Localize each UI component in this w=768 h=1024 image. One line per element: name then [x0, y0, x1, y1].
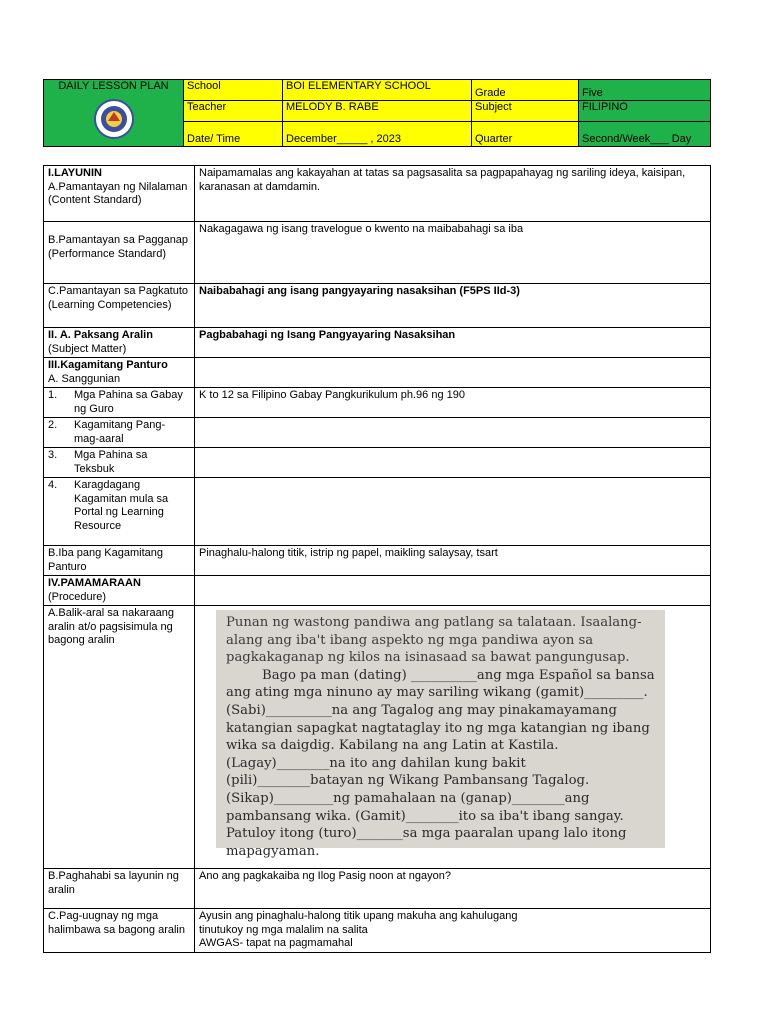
layunin-title: I.LAYUNIN [48, 167, 102, 179]
ref1-cell [44, 388, 195, 418]
ref3-num: 3. [48, 449, 58, 461]
examples-label: C.Pag-uugnay ng mga halimbawa sa bagong aralin [44, 909, 195, 953]
ref4-value [195, 478, 711, 546]
deped-seal-icon [47, 99, 180, 143]
review-value [195, 606, 711, 869]
content-standard-label: A.Pamantayan ng Nilalaman (Content Standard) [48, 180, 188, 206]
date-value: December_____ , 2023 [283, 122, 472, 147]
school-value: BOI ELEMENTARY SCHOOL [283, 80, 472, 101]
ref2-num: 2. [48, 419, 58, 431]
ref3-cell [44, 448, 195, 478]
subject-matter-title: II. A. Paksang Aralin [48, 329, 153, 341]
lesson-table [43, 165, 711, 953]
ref1-value: K to 12 sa Filipino Gabay Pangkurikulum ph.96 ng 190 [195, 388, 711, 418]
procedure-sub: (Procedure) [48, 590, 107, 603]
ref1-num: 1. [48, 389, 58, 401]
competency-value: Naibabahagi ang isang pangyayaring nasaksihan (F5PS IId-3) [195, 284, 711, 328]
other-materials-label: B.Iba pang Kagamitang Panturo [44, 546, 195, 576]
ref4-label: Karagdagang Kagamitan mula sa Portal ng Learning Resource [74, 479, 169, 532]
examples-line3: AWGAS- tapat na pagmamahal [199, 937, 353, 949]
purpose-label: B.Paghahabi sa layunin ng aralin [44, 869, 195, 909]
date-label: Date/ Time [184, 122, 283, 147]
sanggunian-label: A. Sanggunian [48, 372, 121, 385]
competency-label: C.Pamantayan sa Pagkatuto (Learning Competencies) [44, 284, 195, 328]
ref2-cell [44, 418, 195, 448]
examples-line2: tinutukoy ng mga malalim na salita [199, 923, 368, 936]
subject-matter-cell [44, 328, 195, 358]
ref4-cell [44, 478, 195, 546]
teacher-label: Teacher [184, 101, 283, 122]
performance-standard-label: B.Pamantayan sa Pagganap (Performance Standard) [44, 222, 195, 284]
ref2-label: Kagamitang Pang-mag-aaral [74, 419, 166, 445]
materials-title: III.Kagamitang Panturo [48, 359, 168, 371]
procedure-cell [44, 576, 195, 606]
grade-value: Five [579, 80, 711, 101]
content-standard-value: Naipamamalas ang kakayahan at tatas sa pagsasalita sa pagpapahayag ng sariling ideya, kaisipan, karanasan at damdamin. [195, 166, 711, 222]
other-materials-value: Pinaghalu-halong titik, istrip ng papel, maikling salaysay, tsart [195, 546, 711, 576]
procedure-value [195, 576, 711, 606]
school-label: School [184, 80, 283, 101]
quarter-value: Second/Week___ Day [579, 122, 711, 147]
subject-label: Subject [472, 101, 579, 122]
ref4-num: 4. [48, 479, 58, 491]
doc-title: DAILY LESSON PLAN [58, 80, 169, 92]
performance-standard-value: Nakagagawa ng isang travelogue o kwento na maibabahagi sa iba [195, 222, 711, 284]
subject-value: FILIPINO [579, 101, 711, 122]
subject-matter-sub: (Subject Matter) [48, 342, 127, 355]
review-label: A.Balik-aral sa nakaraang aralin at/o pagsisimula ng bagong aralin [44, 606, 195, 869]
worksheet-photo [216, 610, 665, 859]
photo-instruction: Punan ng wastong pandiwa ang patlang sa talataan. Isaalang-alang ang iba't ibang aspekto ng mga pandiwa ayon sa pagkakaganap ng kilos na isinasaad sa bawat pangungusap. [226, 615, 642, 666]
ref3-value [195, 448, 711, 478]
materials-value [195, 358, 711, 388]
grade-label: Grade [472, 80, 579, 101]
purpose-value: Ano ang pagkakaiba ng Ilog Pasig noon at ngayon? [195, 869, 711, 909]
quarter-label: Quarter [472, 122, 579, 147]
examples-line1: Ayusin ang pinaghalu-halong titik upang makuha ang kahulugang [199, 910, 518, 922]
ref3-label: Mga Pahina sa Teksbuk [74, 449, 148, 475]
header-table [43, 79, 711, 147]
procedure-title: IV.PAMAMARAAN [48, 577, 141, 589]
doc-title-cell [44, 80, 184, 147]
materials-cell [44, 358, 195, 388]
photo-passage: Bago pa man (dating) __________ang mga Español sa bansa ang ating mga ninuno ay may sariling wikang (gamit)_________. (Sabi)__________na ang Tagalog ang may pinakamayamang katangian sapagkat nagtataglay ito ng mga katangian ng ibang wika sa daigdig. Kabilang na ang Latin at Kastila. (Lagay)________na ito ang dahilan kung bakit (pili)________batayan ng Wikang Pambansang Tagalog. (Sikap)_________ng pamahalaan na (ganap)________ang pambansang wika. (Gamit)________ito sa iba't ibang sangay. Patuloy itong (turo)_______sa mga paaralan upang lalo itong mapagyaman. [226, 667, 655, 859]
content-standard-cell [44, 166, 195, 222]
ref2-value [195, 418, 711, 448]
subject-matter-value: Pagbabahagi ng Isang Pangyayaring Nasaksihan [195, 328, 711, 358]
ref1-label: Mga Pahina sa Gabay ng Guro [74, 389, 183, 415]
teacher-value: MELODY B. RABE [283, 101, 472, 122]
examples-cell [195, 909, 711, 953]
